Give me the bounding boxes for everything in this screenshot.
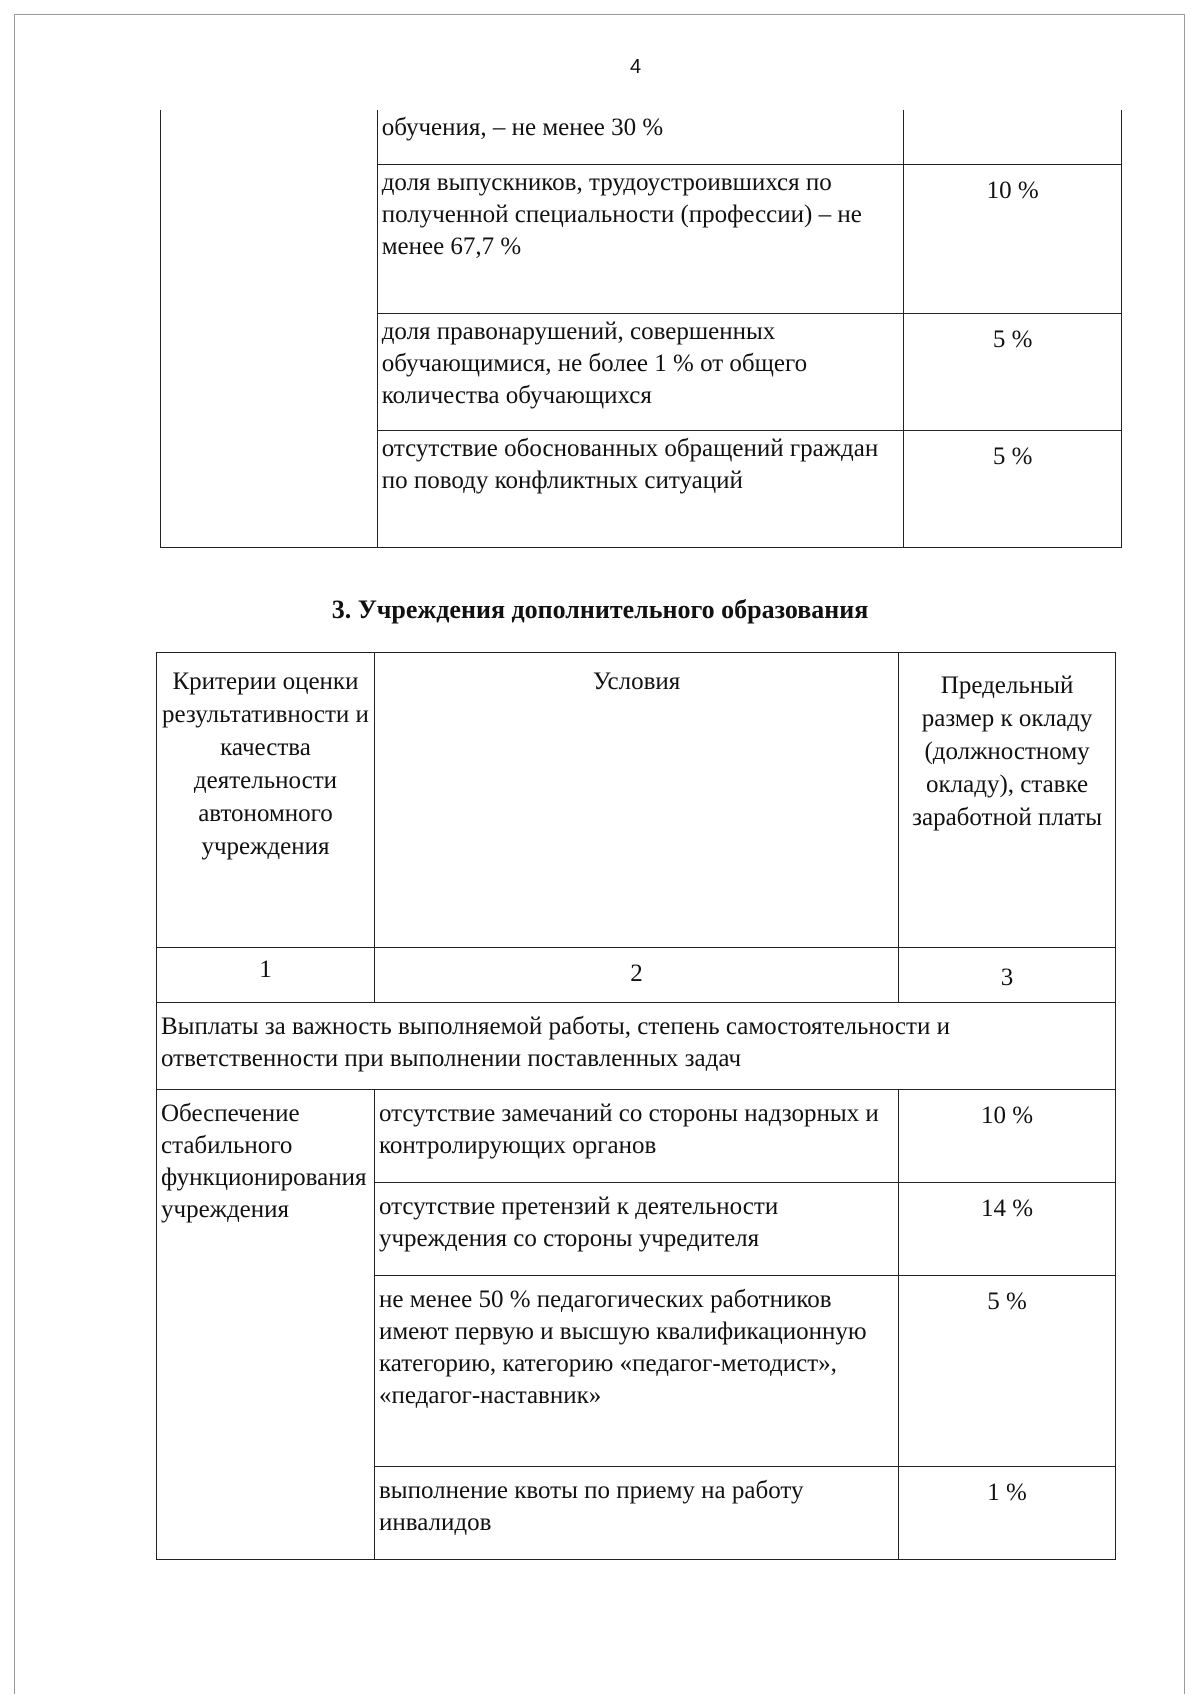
column-number: 2 <box>374 948 898 1003</box>
value-cell <box>904 110 1122 165</box>
scan-border-right <box>1184 14 1185 1694</box>
header-conditions: Условия <box>374 653 898 948</box>
table-header-row <box>157 653 1116 948</box>
header-limit: Предельный размер к окладу (должностному окладу), ставке заработной платы <box>899 653 1116 948</box>
value-cell: 10 % <box>899 1090 1116 1183</box>
section-title: 3. Учреждения дополнительного образования <box>331 595 869 624</box>
table-row <box>161 110 1122 165</box>
table-additional-education <box>156 652 1116 1560</box>
condition-cell: доля выпускников, трудоустроившихся по полученной специальности (профессии) – не менее 67,7 % <box>377 165 904 314</box>
column-number: 1 <box>157 948 375 1003</box>
value-cell: 5 % <box>904 314 1122 431</box>
condition-cell: выполнение квоты по приему на работу инвалидов <box>374 1467 898 1560</box>
table-continued <box>160 110 1122 548</box>
column-numbers-row <box>157 948 1116 1003</box>
column-number: 3 <box>899 948 1116 1003</box>
condition-cell: отсутствие обоснованных обращений граждан по поводу конфликтных ситуаций <box>377 431 904 548</box>
value-cell: 1 % <box>899 1467 1116 1560</box>
value-cell: 14 % <box>899 1183 1116 1276</box>
value-cell: 5 % <box>899 1276 1116 1467</box>
header-criteria: Критерии оценки результативности и качества деятельности автономного учреждения <box>157 653 375 948</box>
value-cell: 10 % <box>904 165 1122 314</box>
criterion-cell-empty <box>161 110 378 548</box>
scan-border-top <box>14 14 1184 15</box>
condition-cell: обучения, – не менее 30 % <box>377 110 904 165</box>
condition-cell: отсутствие замечаний со стороны надзорных и контролирующих органов <box>374 1090 898 1183</box>
group-header-row <box>157 1003 1116 1090</box>
value-cell: 5 % <box>904 431 1122 548</box>
condition-cell: отсутствие претензий к деятельности учреждения со стороны учредителя <box>374 1183 898 1276</box>
page-number: 4 <box>630 56 642 78</box>
scan-border-left <box>14 14 15 1694</box>
condition-cell: доля правонарушений, совершенных обучающимися, не более 1 % от общего количества обучающихся <box>377 314 904 431</box>
criterion-cell: Обеспечение стабильного функционирования учреждения <box>157 1090 375 1560</box>
group-header: Выплаты за важность выполняемой работы, степень самостоятельности и ответственности при выполнении поставленных задач <box>157 1003 1116 1090</box>
condition-cell: не менее 50 % педагогических работников имеют первую и высшую квалификационную категорию, категорию «педагог-методист», «педагог-наставник» <box>374 1276 898 1467</box>
table-row <box>157 1090 1116 1183</box>
